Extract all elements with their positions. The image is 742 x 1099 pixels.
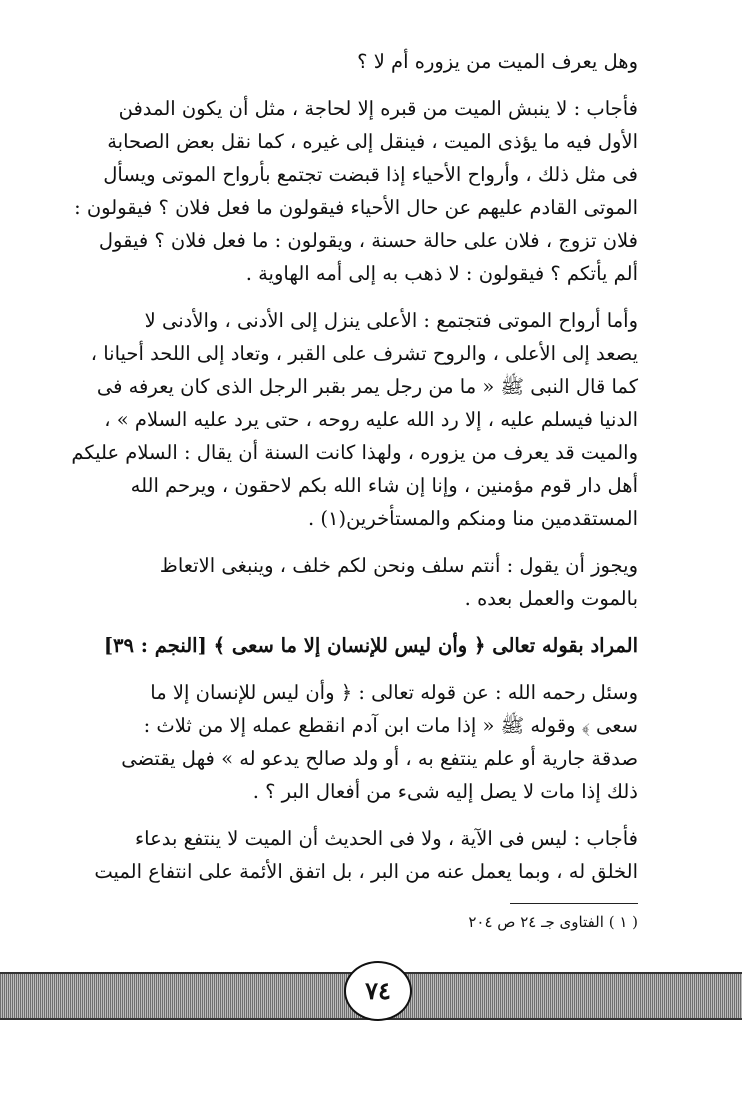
paragraph-line: ويجوز أن يقول : أنتم سلف ونحن لكم خلف ، وينبغى الاتعاظ [159, 554, 638, 577]
paragraph-line: بالموت والعمل بعده . [464, 587, 638, 610]
paragraph-line: والميت قد يعرف من يزوره ، ولهذا كانت السنة أن يقال : السلام عليكم [71, 441, 638, 464]
paragraph-line: المستقدمين منا ومنكم والمستأخرين(١) . [307, 507, 638, 530]
question-line: ذلك إذا مات لا يصل إليه شىء من أفعال البر ؟ . [252, 780, 638, 803]
question-line: وهل يعرف الميت من يزوره أم لا ؟ [357, 50, 638, 73]
answer-line: الموتى القادم عليهم عن حال الأحياء فيقولون ما فعل فلان ؟ فيقولون : [74, 196, 638, 219]
footnote-divider [510, 903, 638, 904]
answer-line: ألم يأتكم ؟ فيقولون : لا ذهب به إلى أمه الهاوية . [245, 262, 638, 285]
page-number: ٧٤ [344, 961, 412, 1021]
question-line: وسئل رحمه الله : عن قوله تعالى : ﴿ وأن ليس للإنسان إلا ما [150, 681, 638, 704]
question-line: صدقة جارية أو علم ينتفع به ، أو ولد صالح يدعو له » فهل يقتضى [121, 747, 638, 770]
answer-line: فى مثل ذلك ، وأرواح الأحياء إذا قبضت تجتمع بأرواح الموتى ويسأل [103, 163, 638, 186]
paragraph-line: يصعد إلى الأعلى ، والروح تشرف على القبر ، وتعاد إلى اللحد أحيانا ، [90, 342, 638, 365]
paragraph-line: وأما أرواح الموتى فتجتمع : الأعلى ينزل إلى الأدنى ، والأدنى لا [144, 309, 638, 332]
page-body [71, 45, 638, 888]
answer-line: الخلق له ، وبما يعمل عنه من البر ، بل اتفق الأئمة على انتفاع الميت [94, 860, 638, 883]
footnote: ( ١ ) الفتاوى جـ ٢٤ ص ٢٠٤ [468, 913, 638, 931]
answer-line: فأجاب : لا ينبش الميت من قبره إلا لحاجة ، مثل أن يكون المدفن [118, 97, 638, 120]
answer-line: فأجاب : ليس فى الآية ، ولا فى الحديث أن الميت لا ينتفع بدعاء [135, 827, 638, 850]
question-line: سعى ﴾ وقوله ﷺ « إذا مات ابن آدم انقطع عمله إلا من ثلاث : [143, 714, 638, 737]
paragraph-line: كما قال النبى ﷺ « ما من رجل يمر بقبر الرجل الذى كان يعرفه فى [96, 375, 638, 398]
section-heading: المراد بقوله تعالى ﴿ وأن ليس للإنسان إلا ما سعى ﴾ [النجم : ٣٩] [103, 634, 638, 657]
paragraph-line: الدنيا فيسلم عليه ، إلا رد الله عليه روحه ، حتى يرد عليه السلام » ، [104, 408, 638, 431]
answer-line: فلان تزوج ، فلان على حالة حسنة ، ويقولون : ما فعل فلان ؟ فيقول [98, 229, 638, 252]
paragraph-line: أهل دار قوم مؤمنين ، وإنا إن شاء الله بكم لاحقون ، ويرحم الله [130, 474, 638, 497]
answer-line: الأول فيه ما يؤذى الميت ، فينقل إلى غيره ، كما نقل بعض الصحابة [107, 130, 638, 153]
